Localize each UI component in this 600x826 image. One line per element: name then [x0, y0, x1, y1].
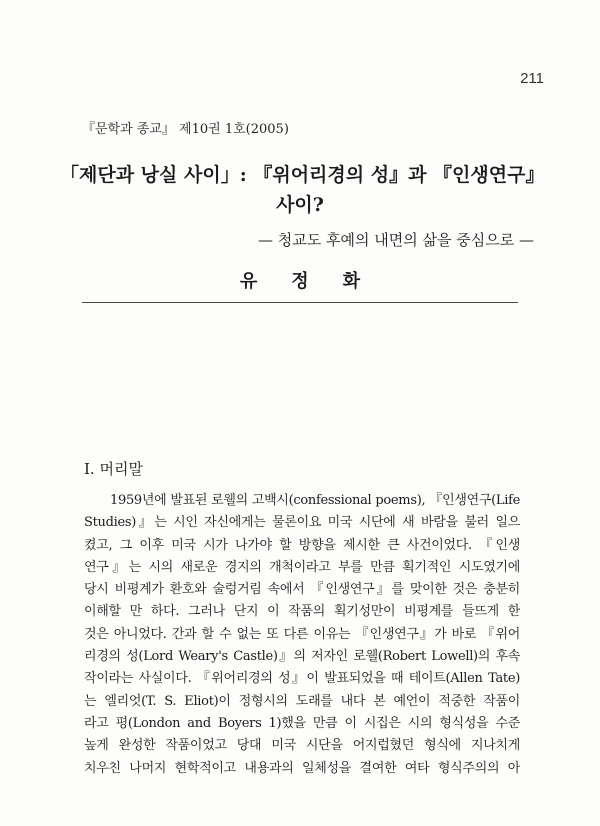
- body-line: Studies)』는 시인 자신에게는 물론이요 미국 시단에 새 바람을 불러 일으: [84, 515, 520, 531]
- title-line-1: 「제단과 낭실 사이」: 『위어리경의 성』과 『인생연구』: [60, 164, 545, 186]
- journal-info: 『문학과 종교』 제10권 1호(2005): [82, 122, 289, 137]
- body-line: 작이라는 사실이다. 『위어리경의 성』이 발표되었을 때 테이트(Allen Tate): [84, 671, 520, 687]
- body-line: 것은 아니었다. 간과 할 수 없는 또 다른 이유는 『인생연구』가 바로 『위어: [84, 626, 520, 642]
- page-number: 211: [520, 70, 544, 87]
- subtitle: — 청교도 후예의 내면의 삶을 중심으로 —: [258, 231, 534, 249]
- body-line: 라고 평(London and Boyers 1)했을 만큼 이 시집은 시의 형식성을 수준: [84, 715, 520, 731]
- body-line: 연구』는 시의 새로운 경지의 개척이라고 부를 만큼 획기적인 시도였기에: [84, 559, 520, 575]
- body-line: 당시 비평계가 환호와 술렁거림 속에서 『인생연구』를 맞이한 것은 충분히: [84, 582, 520, 598]
- title-block: [60, 160, 545, 220]
- author-name: 유정화: [239, 271, 395, 292]
- body-line: 켰고, 그 이후 미국 시가 나가야 할 방향을 제시한 큰 사건이었다. 『인생: [84, 537, 520, 553]
- body-line: 치우친 나머지 현학적이고 내용과의 일체성을 결여한 여타 형식주의의 아: [84, 760, 520, 776]
- section-heading: I. 머리말: [84, 460, 143, 478]
- body-line: 1959년에 발표된 로웰의 고백시(confessional poems), 『인생연구(Life: [110, 493, 520, 508]
- body-line: 리경의 성(Lord Weary's Castle)』의 저자인 로웰(Robert Lowell)의 후속: [84, 649, 520, 665]
- body-text: [84, 490, 520, 780]
- title-divider: [82, 302, 518, 303]
- body-line: 이해할 만 하다. 그러나 단지 이 작품의 획기성만이 비평계를 들뜨게 한: [84, 604, 520, 620]
- body-line: 높게 완성한 작품이었고 당대 미국 시단을 어지럽혔던 형식에 지나치게: [84, 738, 520, 754]
- body-line: 는 엘리엇(T. S. Eliot)이 정형시의 도래를 내다 본 예언이 적중한 작품이: [84, 693, 520, 709]
- title-line-2: 사이?: [276, 194, 324, 216]
